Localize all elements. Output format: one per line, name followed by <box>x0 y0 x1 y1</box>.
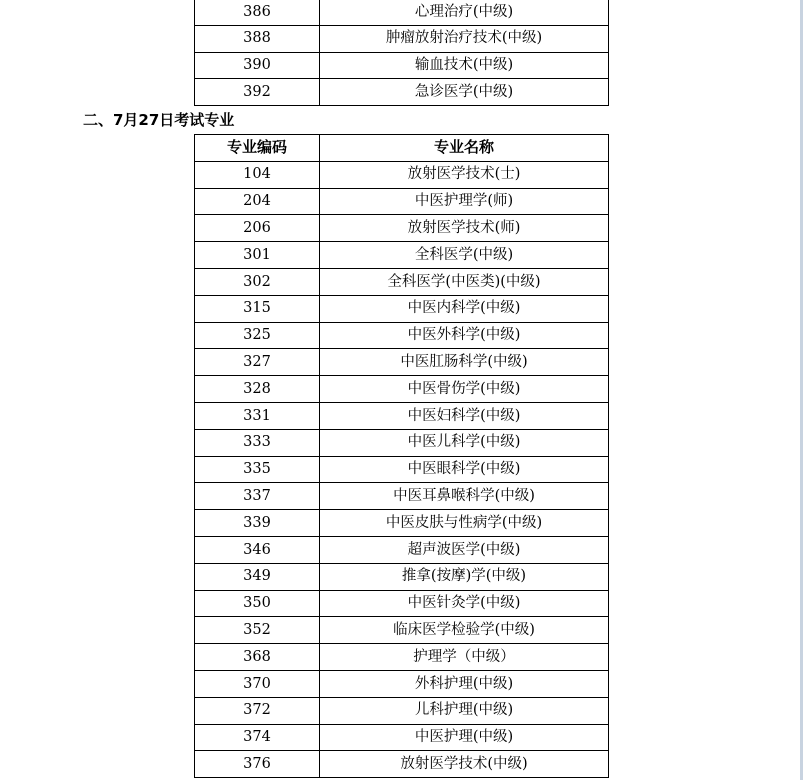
table-row <box>195 617 609 644</box>
code-cell: 315 <box>195 295 320 322</box>
table-row <box>195 402 609 429</box>
name-cell: 中医皮肤与性病学(中级) <box>320 510 609 537</box>
table-row <box>195 456 609 483</box>
column-header-name: 专业名称 <box>320 135 609 162</box>
name-cell: 急诊医学(中级) <box>320 79 609 106</box>
table-row <box>195 563 609 590</box>
code-cell: 386 <box>195 0 320 25</box>
name-cell: 中医肛肠科学(中级) <box>320 349 609 376</box>
name-cell: 外科护理(中级) <box>320 670 609 697</box>
name-cell: 全科医学(中医类)(中级) <box>320 268 609 295</box>
section-heading: 二、7月27日考试专业 <box>83 111 235 129</box>
table-row <box>195 376 609 403</box>
name-cell: 儿科护理(中级) <box>320 697 609 724</box>
name-cell: 中医妇科学(中级) <box>320 402 609 429</box>
code-cell: 372 <box>195 697 320 724</box>
name-cell: 全科医学(中级) <box>320 242 609 269</box>
table-row <box>195 188 609 215</box>
code-cell: 337 <box>195 483 320 510</box>
code-cell: 206 <box>195 215 320 242</box>
code-cell: 392 <box>195 79 320 106</box>
code-cell: 346 <box>195 536 320 563</box>
code-cell: 325 <box>195 322 320 349</box>
name-cell: 中医外科学(中级) <box>320 322 609 349</box>
table-row <box>195 510 609 537</box>
name-cell: 中医儿科学(中级) <box>320 429 609 456</box>
table-row <box>195 697 609 724</box>
code-cell: 376 <box>195 751 320 778</box>
code-cell: 331 <box>195 402 320 429</box>
name-cell: 放射医学技术(师) <box>320 215 609 242</box>
name-cell: 护理学（中级） <box>320 644 609 671</box>
name-cell: 超声波医学(中级) <box>320 536 609 563</box>
name-cell: 肿瘤放射治疗技术(中级) <box>320 25 609 52</box>
table-row <box>195 483 609 510</box>
name-cell: 中医针灸学(中级) <box>320 590 609 617</box>
code-cell: 301 <box>195 242 320 269</box>
name-cell: 输血技术(中级) <box>320 52 609 79</box>
name-cell: 临床医学检验学(中级) <box>320 617 609 644</box>
code-cell: 339 <box>195 510 320 537</box>
name-cell: 中医护理(中级) <box>320 724 609 751</box>
table-row <box>195 242 609 269</box>
table-header-row <box>195 135 609 162</box>
code-cell: 302 <box>195 268 320 295</box>
table-row <box>195 536 609 563</box>
code-cell: 328 <box>195 376 320 403</box>
code-cell: 204 <box>195 188 320 215</box>
table-row <box>195 349 609 376</box>
table-row <box>195 724 609 751</box>
code-cell: 333 <box>195 429 320 456</box>
name-cell: 放射医学技术(中级) <box>320 751 609 778</box>
table-row <box>195 644 609 671</box>
code-cell: 350 <box>195 590 320 617</box>
table-row <box>195 0 609 25</box>
code-cell: 327 <box>195 349 320 376</box>
table-row <box>195 322 609 349</box>
table-row <box>195 268 609 295</box>
table-row <box>195 215 609 242</box>
table-row <box>195 751 609 778</box>
table-row <box>195 429 609 456</box>
table-row <box>195 590 609 617</box>
table-row <box>195 295 609 322</box>
code-cell: 104 <box>195 161 320 188</box>
name-cell: 中医护理学(师) <box>320 188 609 215</box>
table-row <box>195 52 609 79</box>
code-cell: 335 <box>195 456 320 483</box>
name-cell: 心理治疗(中级) <box>320 0 609 25</box>
code-cell: 370 <box>195 670 320 697</box>
name-cell: 中医耳鼻喉科学(中级) <box>320 483 609 510</box>
name-cell: 放射医学技术(士) <box>320 161 609 188</box>
table-row <box>195 670 609 697</box>
code-cell: 352 <box>195 617 320 644</box>
name-cell: 推拿(按摩)学(中级) <box>320 563 609 590</box>
name-cell: 中医内科学(中级) <box>320 295 609 322</box>
name-cell: 中医骨伤学(中级) <box>320 376 609 403</box>
code-cell: 374 <box>195 724 320 751</box>
code-cell: 390 <box>195 52 320 79</box>
table-row <box>195 79 609 106</box>
column-header-code: 专业编码 <box>195 135 320 162</box>
code-cell: 388 <box>195 25 320 52</box>
top-exam-table <box>194 0 609 106</box>
table-row <box>195 25 609 52</box>
exam-subject-table <box>194 134 609 778</box>
table-row <box>195 161 609 188</box>
code-cell: 368 <box>195 644 320 671</box>
name-cell: 中医眼科学(中级) <box>320 456 609 483</box>
code-cell: 349 <box>195 563 320 590</box>
